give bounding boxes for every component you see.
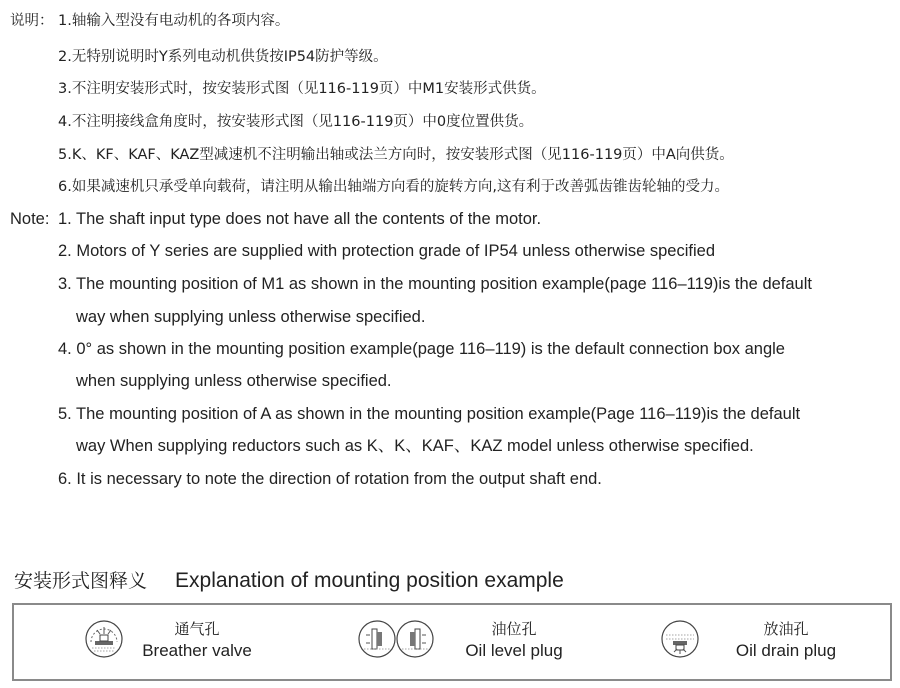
legend-text (444, 619, 584, 663)
legend-item-oil-drain-plug (644, 605, 890, 679)
legend-label-cn: 通气孔 (174, 620, 220, 638)
legend-box (12, 603, 892, 681)
note-cn-item: 4.不注明接线盒角度时，按安装形式图（见116-119页）中0度位置供货。 (58, 114, 534, 130)
note-en-line: 1. The shaft input type does not have all the contents of the motor. (58, 210, 542, 228)
legend-item-oil-level-plug (344, 605, 604, 679)
notes-cn-label: 说明： (10, 13, 54, 29)
note-en-line: way when supplying unless otherwise specified. (76, 308, 426, 326)
legend-label-cn: 油位孔 (491, 620, 537, 638)
notes-en-label: Note: (10, 210, 50, 228)
legend-label-cn: 放油孔 (763, 620, 809, 638)
note-en-line: 6. It is necessary to note the direction of rotation from the output shaft end. (58, 470, 602, 488)
breather-valve-icon (84, 619, 124, 659)
note-en-line: when supplying unless otherwise specified. (76, 372, 392, 390)
section-title-cn: 安装形式图释义 (14, 570, 148, 592)
legend-text (714, 619, 858, 663)
note-en-line: way When supplying reductors such as K、K、KAF、KAZ model unless otherwise specified. (76, 437, 754, 455)
legend-text (132, 619, 262, 663)
section-title (14, 566, 564, 593)
note-cn-item: 5.K、KF、KAF、KAZ型减速机不注明输出轴或法兰方向时，按安装形式图（见116-119页）中A向供货。 (58, 147, 734, 163)
legend-label-en: Breather valve (142, 641, 252, 660)
legend-item-breather-valve (14, 605, 304, 679)
note-en-line: 2. Motors of Y series are supplied with protection grade of IP54 unless otherwise specified (58, 242, 716, 260)
section-title-en: Explanation of mounting position example (175, 569, 564, 592)
note-en-line: 4. 0° as shown in the mounting position example(page 116–119) is the default connection box angle (58, 340, 785, 358)
legend-label-en: Oil level plug (465, 641, 563, 660)
note-cn-item: 3.不注明安装形式时，按安装形式图（见116-119页）中M1安装形式供货。 (58, 81, 546, 97)
note-en-line: 5. The mounting position of A as shown in the mounting position example(Page 116–119)is the default (58, 405, 801, 423)
note-cn-item: 2.无特别说明时Y系列电动机供货按IP54防护等级。 (58, 49, 388, 65)
oil-level-plug-icon (358, 619, 434, 659)
oil-drain-plug-icon (660, 619, 700, 659)
legend-label-en: Oil drain plug (735, 641, 837, 660)
note-en-line: 3. The mounting position of M1 as shown in the mounting position example(page 116–119)is the default (58, 275, 812, 293)
note-cn-item: 1.轴输入型没有电动机的各项内容。 (58, 13, 290, 29)
note-cn-item: 6.如果减速机只承受单向载荷，请注明从输出轴端方向看的旋转方向,这有利于改善弧齿锥齿轮轴的受力。 (58, 179, 729, 195)
